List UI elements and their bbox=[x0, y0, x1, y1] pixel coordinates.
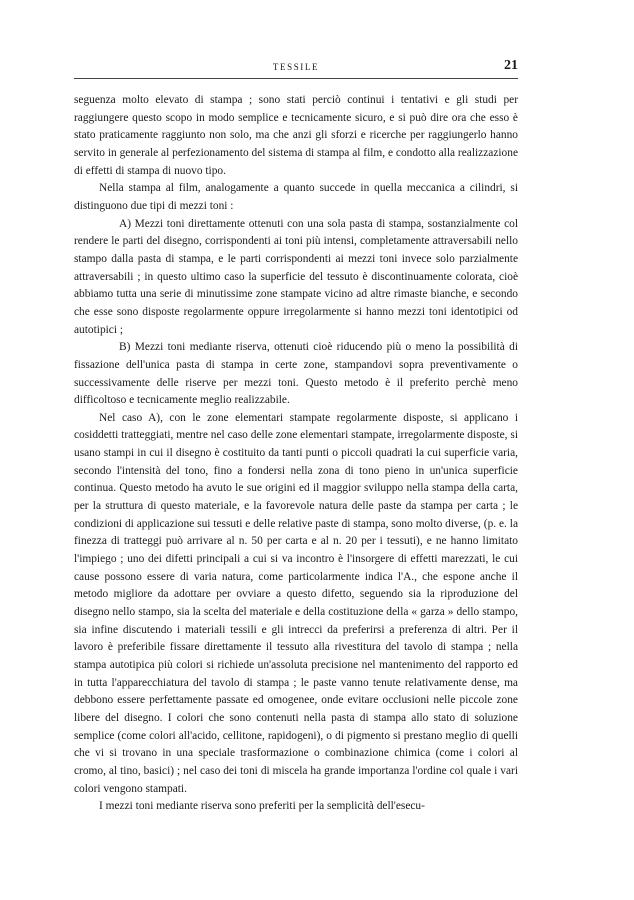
page-header bbox=[74, 58, 518, 79]
paragraph-reserve: I mezzi toni mediante riserva sono preferiti per la semplicità dell'esecu- bbox=[99, 800, 425, 813]
paragraph-type-a: A) Mezzi toni direttamente ottenuti con una sola pasta di stampa, sostanzialmente col rendere le parti del disegno, corrispondenti ai toni più intensi, completamente attraversabili nello stampo dalla pasta di stampa, e le parti corrispondenti ai mezzi toni invece solo parzialmente attraversabili ; in questo ultimo caso la superficie del tessuto è discontinuamente colorata, cioè abbiamo tutta una serie di minutissime zone stampate vicino ad altre rimaste bianche, e secondo che esse sono disposte regolarmente oppure irregolarmente si hanno mezzi toni identotipici od autotipici ; bbox=[74, 217, 518, 336]
body-text bbox=[74, 92, 518, 816]
paragraph-intro: Nella stampa al film, analogamente a quanto succede in quella meccanica a cilindri, si distinguono due tipi di mezzi toni : bbox=[74, 182, 518, 212]
page-number: 21 bbox=[504, 58, 518, 73]
paragraph-continuation: seguenza molto elevato di stampa ; sono stati perciò continui i tentativi e gli studi per raggiungere questo scopo in modo semplice e tecnicamente sicuro, e si può dire ora che esso è stato praticamente raggiunto non solo, ma che anzi gli sforzi e ricerche per raggiungerlo hanno servito in generale al perfezionamento del sistema di stampa al film, e condotto alla realizzazione di effetti di stampa di nuovo tipo. bbox=[74, 94, 518, 177]
page bbox=[74, 58, 518, 816]
running-head: TESSILE bbox=[272, 62, 320, 72]
paragraph-type-b: B) Mezzi toni mediante riserva, ottenuti cioè riducendo più o meno la possibilità di fissazione dell'unica pasta di stampa in certe zone, stampandovi sopra preventivamente o successivamente delle riserve per mezzi toni. Questo metodo è il preferito perchè meno difficoltoso e tecnicamente meglio realizzabile. bbox=[74, 341, 518, 407]
paragraph-case-a: Nel caso A), con le zone elementari stampate regolarmente disposte, si applicano i cosiddetti tratteggiati, mentre nel caso delle zone elementari stampate, irregolarmente disposte, si usano stampi in cui il disegno è costituito da tanti punti o piccoli quadrati la cui superficie varia, secondo l'intensità del tono, fino a fondersi nella zona di tono pieno in un'unica superficie continua. Questo metodo ha avuto le sue origini ed il maggior sviluppo nella stampa della carta, per la struttura di questo materiale, e la favorevole natura delle paste da stampa per carta ; le condizioni di applicazione sui tessuti e delle relative paste di stampa, sono molto diverse, (p. e. la finezza di tratteggi può arrivare al n. 50 per carta e al n. 20 per i tessuti), e ne hanno limitato l'impiego ; uno dei difetti principali a cui si va incontro è l'insorgere di effetti marezzati, le cui cause possono essere di varia natura, come particolarmente indica l'A., che espone anche il metodo migliore da adottare per ovviare a questo difetto, seguendo sia la riproduzione del disegno nello stampo, sia la scelta del materiale e della costituzione della « garza » dello stampo, sia infine discutendo i materiali tessili e gli intrecci da preferirsi a preferenza di altri. Per il lavoro è preferibile fissare direttamente il tessuto alla rivestitura del tavolo di stampa ; nella stampa autotipica più colori si richiede un'assoluta precisione nel mantenimento del rapporto ed in tutta l'apparecchiatura del tavolo di stampa ; le paste vanno tenute relativamente dense, ma debbono essere perfettamente passate ed omogenee, onde evitare occlusioni nelle piccole zone libere del disegno. I colori che sono contenuti nella pasta di stampa allo stato di soluzione semplice (come colori all'acido, cellitone, rapidogeni), o di pigmento si prestano meglio di quelli che vi si trovano in una speciale trasformazione o combinazione chimica (come i colori al cromo, al tino, basici) ; nel caso dei toni di miscela ha grande importanza l'ordine col quale i vari colori vengono stampati. bbox=[74, 411, 518, 795]
